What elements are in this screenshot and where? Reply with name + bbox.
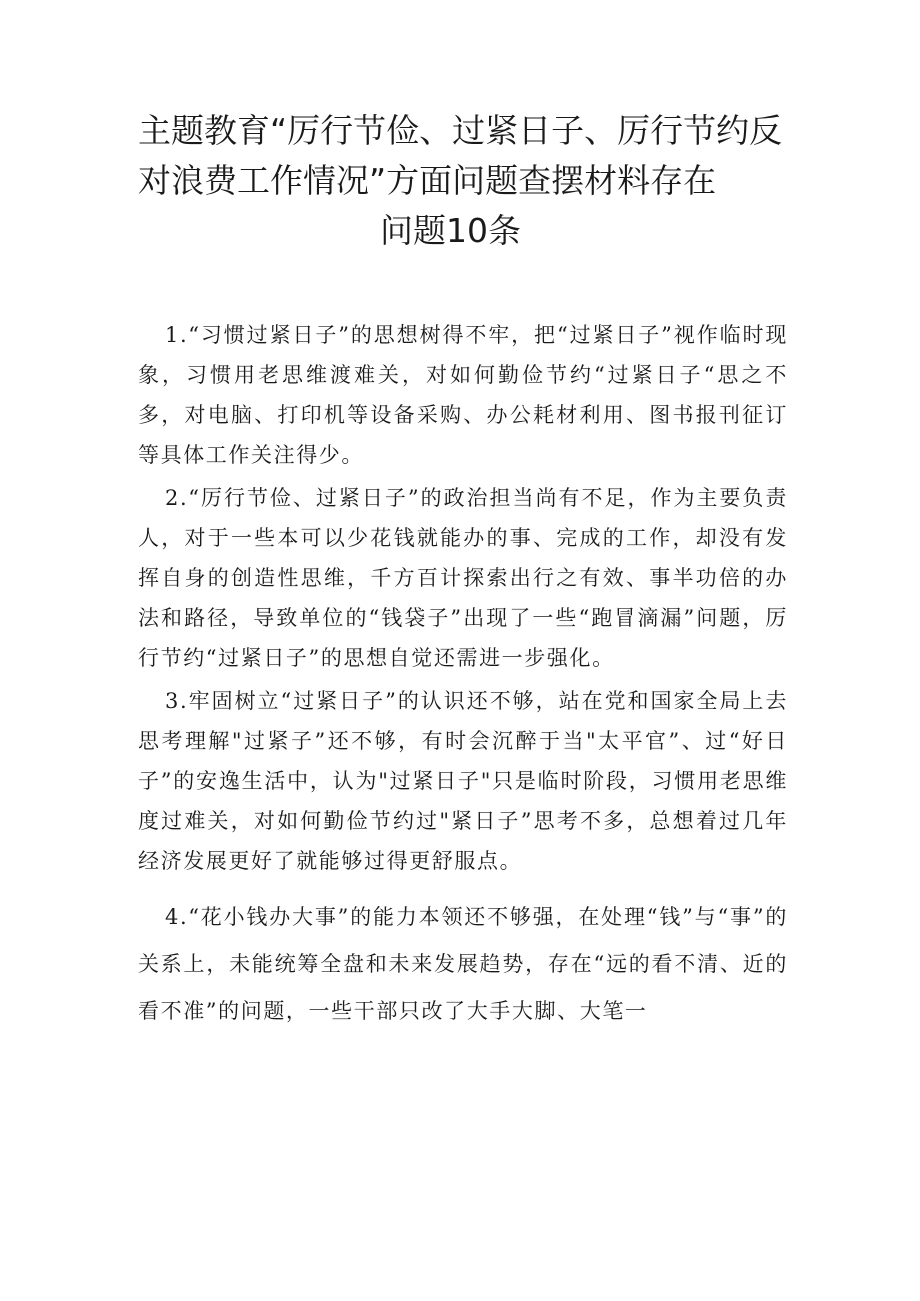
paragraph-text: .“习惯过紧日子”的思想树得不牢，把“过紧日子”视作临时现象，习惯用老思维渡难关，对如何勤俭节约“过紧日子“思之不多，对电脑、打印机等设备采购、办公耗材利用、图书报刊征订等具体工作关注得少。 — [138, 323, 788, 467]
document-title — [138, 106, 798, 256]
title-line-1: 主题教育“厉行节俭、过紧日子、厉行节约反 — [138, 111, 783, 150]
title-line-3: 问题10条 — [380, 211, 521, 250]
paragraph-text: .“厉行节俭、过紧日子”的政治担当尚有不足，作为主要负责人，对于一些本可以少花钱就能办的事、完成的工作，却没有发挥自身的创造性思维，千方百计探索出行之有效、事半功倍的办法和路径，导致单位的“钱袋子”出现了一些“跑冒滴漏”问题，厉行节约“过紧日子”的思想自觉还需进一步强化。 — [138, 486, 788, 670]
paragraph-4 — [138, 894, 788, 1035]
paragraph-3 — [138, 681, 788, 881]
title-line-2: 对浪费工作情况”方面问题查摆材料存在 — [138, 161, 717, 200]
document-body — [138, 315, 788, 1038]
paragraph-number: 2 — [165, 486, 180, 510]
paragraph-2 — [138, 478, 788, 678]
paragraph-number: 3 — [165, 689, 180, 713]
paragraph-number: 4 — [165, 905, 180, 929]
paragraph-text: .“花小钱办大事”的能力本领还不够强，在处理“钱”与“事”的关系上，未能统筹全盘和未来发展趋势，存在“远的看不清、近的看不准”的问题，一些干部只改了大手大脚、大笔一 — [138, 905, 788, 1023]
paragraph-text: .牢固树立“过紧日子”的认识还不够，站在党和国家全局上去思考理解"过紧子”还不够，有时会沉醉于当"太平官”、过“好日子”的安逸生活中，认为"过紧日子"只是临时阶段，习惯用老思维度过难关，对如何勤俭节约过"紧日子”思考不多，总想着过几年经济发展更好了就能够过得更舒服点。 — [138, 689, 788, 873]
paragraph-number: 1 — [165, 323, 180, 347]
paragraph-1 — [138, 315, 788, 475]
